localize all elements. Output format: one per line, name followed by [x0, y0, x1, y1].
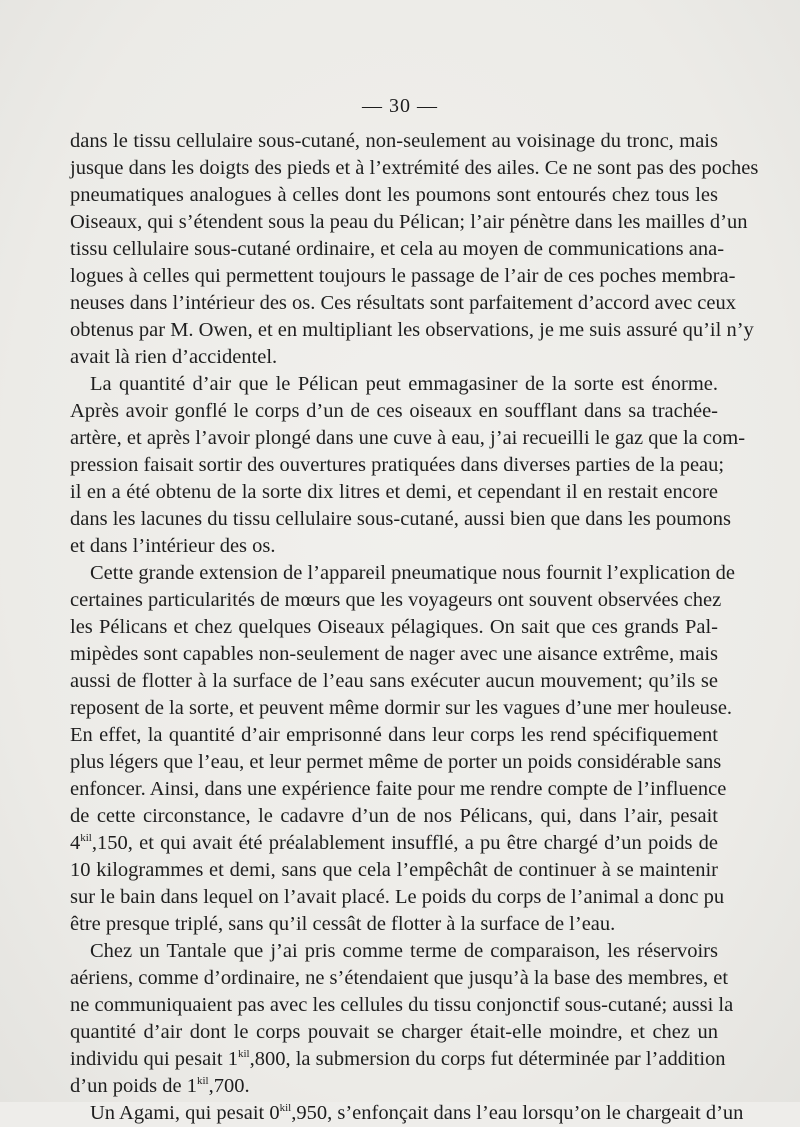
text-line: certaines particularités de mœurs que les voyageurs ont souvent observées chez	[70, 589, 722, 611]
text-line: plus légers que l’eau, et leur permet même de porter un poids considérable sans	[70, 751, 722, 773]
text-line: être presque triplé, sans qu’il cessât de flotter à la surface de l’eau.	[70, 913, 616, 935]
page-number: — 30 —	[362, 95, 438, 117]
text-line: neuses dans l’intérieur des os. Ces résultats sont parfaitement d’accord avec ceux	[70, 292, 737, 314]
text-line: dans le tissu cellulaire sous-cutané, non-seulement au voisinage du tronc, mais	[70, 130, 718, 152]
text-line: Chez un Tantale que j’ai pris comme terme de comparaison, les réservoirs	[90, 940, 718, 962]
text-line: $4^{kil},150$, et qui avait été préalablement insufflé, a pu être chargé d’un poids de	[70, 832, 718, 854]
text-line: enfoncer. Ainsi, dans une expérience faite pour me rendre compte de l’influence	[70, 778, 727, 800]
text-line: reposent de la sorte, et peuvent même dormir sur les vagues d’une mer houleuse.	[70, 697, 733, 719]
text-line: et dans l’intérieur des os.	[70, 535, 276, 557]
text-line: pression faisait sortir des ouvertures pratiquées dans diverses parties de la peau;	[70, 454, 725, 476]
text-line: aériens, comme d’ordinaire, ne s’étendaient que jusqu’à la base des membres, et	[70, 967, 729, 989]
text-line: Oiseaux, qui s’étendent sous la peau du Pélican; l’air pénètre dans les mailles d’un	[70, 211, 748, 233]
text-line: les Pélicans et chez quelques Oiseaux pélagiques. On sait que ces grands Pal-	[70, 616, 718, 638]
text-line: artère, et après l’avoir plongé dans une cuve à eau, j’ai recueilli le gaz que la com-	[70, 427, 746, 449]
text-line: d’un poids de $1^{kil},700$.	[70, 1075, 250, 1097]
text-line: de cette circonstance, le cadavre d’un de nos Pélicans, qui, dans l’air, pesait	[70, 805, 718, 827]
text-line: dans les lacunes du tissu cellulaire sous-cutané, aussi bien que dans les poumons	[70, 508, 731, 530]
text-line: avait là rien d’accidentel.	[70, 346, 278, 368]
text-line: sur le bain dans lequel on l’avait placé. Le poids du corps de l’animal a donc pu	[70, 886, 725, 908]
text-line: tissu cellulaire sous-cutané ordinaire, et cela au moyen de communications ana-	[70, 238, 725, 260]
text-line: La quantité d’air que le Pélican peut emmagasiner de la sorte est énorme.	[90, 373, 718, 395]
text-line: aussi de flotter à la surface de l’eau sans exécuter aucun mouvement; qu’ils se	[70, 670, 718, 692]
text-line: quantité d’air dont le corps pouvait se charger était-elle moindre, et chez un	[70, 1021, 718, 1043]
text-line: individu qui pesait $1^{kil},800$, la submersion du corps fut déterminée par l’addition	[70, 1048, 726, 1070]
text-line: En effet, la quantité d’air emprisonné dans leur corps les rend spécifiquement	[70, 724, 718, 746]
text-line: mipèdes sont capables non-seulement de nager avec une aisance extrême, mais	[70, 643, 718, 665]
text-line: 10 kilogrammes et demi, sans que cela l’empêchât de continuer à se maintenir	[70, 859, 718, 881]
text-line: Après avoir gonflé le corps d’un de ces oiseaux en soufflant dans sa trachée-	[70, 400, 718, 422]
text-line: il en a été obtenu de la sorte dix litres et demi, et cependant il en restait encore	[70, 481, 718, 503]
text-line: ne communiquaient pas avec les cellules du tissu conjonctif sous-cutané; aussi la	[70, 994, 734, 1016]
text-line: obtenus par M. Owen, et en multipliant les observations, je me suis assuré qu’il n’y	[70, 319, 754, 341]
text-line: logues à celles qui permettent toujours le passage de l’air de ces poches membra-	[70, 265, 736, 287]
text-line: Un Agami, qui pesait $0^{kil},950$, s’enfonçait dans l’eau lorsqu’on le chargeait d’un	[90, 1102, 744, 1124]
text-line: jusque dans les doigts des pieds et à l’extrémité des ailes. Ce ne sont pas des poches	[70, 157, 759, 179]
text-line: Cette grande extension de l’appareil pneumatique nous fournit l’explication de	[90, 562, 735, 584]
body-text	[70, 128, 759, 1127]
text-line: pneumatiques analogues à celles dont les poumons sont entourés chez tous les	[70, 184, 718, 206]
